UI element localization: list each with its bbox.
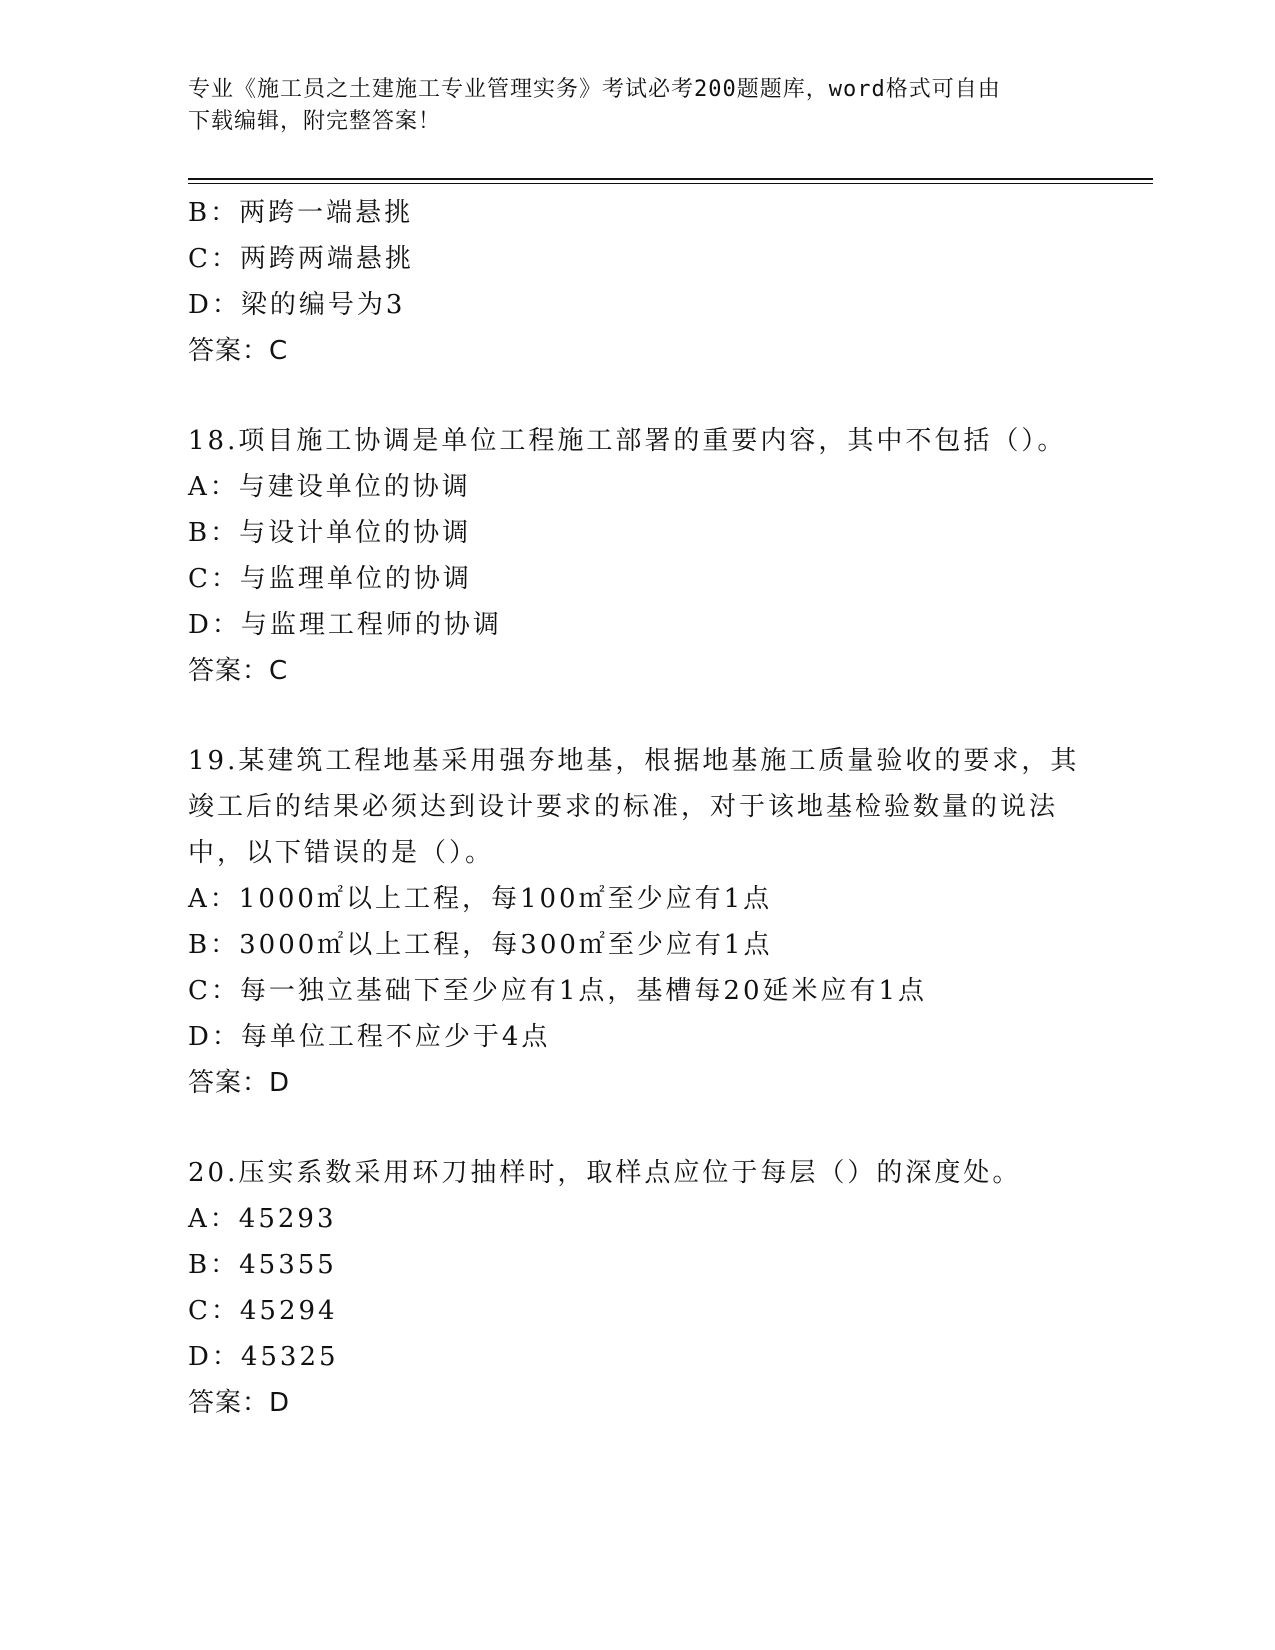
option-b: B：3000㎡以上工程，每300㎡至少应有1点 [188, 930, 773, 960]
option-d: D：45325 [188, 1342, 339, 1372]
option-b: B：45355 [188, 1250, 337, 1280]
option-d: D：每单位工程不应少于4点 [188, 1022, 551, 1052]
header-rule-thin [188, 183, 1153, 184]
question-17-continued [188, 190, 1088, 374]
option-a: A：45293 [188, 1204, 337, 1234]
option-c: C：两跨两端悬挑 [188, 244, 414, 274]
header-line-2: 下载编辑，附完整答案！ [188, 109, 442, 134]
question-19 [188, 738, 1088, 1106]
answer-line: 答案：D [188, 1388, 291, 1418]
question-text-line-1: 19.某建筑工程地基采用强夯地基，根据地基施工质量验收的要求，其 [188, 746, 1080, 776]
option-b: B：与设计单位的协调 [188, 518, 472, 548]
option-b: B：两跨一端悬挑 [188, 198, 414, 228]
option-c: C：每一独立基础下至少应有1点，基槽每20延米应有1点 [188, 976, 928, 1006]
answer-line: 答案：C [188, 336, 289, 366]
header-line-1: 专业《施工员之土建施工专业管理实务》考试必考200题题库，word格式可自由 [188, 77, 1001, 102]
option-c: C：与监理单位的协调 [188, 564, 472, 594]
option-d: D：梁的编号为3 [188, 290, 406, 320]
question-text-line-2: 竣工后的结果必须达到设计要求的标准，对于该地基检验数量的说法 [188, 792, 1059, 822]
document-header [188, 74, 1068, 138]
header-rule-thick [188, 178, 1153, 180]
answer-line: 答案：D [188, 1068, 291, 1098]
option-d: D：与监理工程师的协调 [188, 610, 502, 640]
option-a: A：1000㎡以上工程，每100㎡至少应有1点 [188, 884, 773, 914]
question-text-line-3: 中，以下错误的是（）。 [188, 838, 495, 868]
answer-line: 答案：C [188, 656, 289, 686]
question-text: 18.项目施工协调是单位工程施工部署的重要内容，其中不包括（）。 [188, 426, 1067, 456]
document-body [188, 190, 1088, 1426]
question-18 [188, 418, 1088, 694]
question-20 [188, 1150, 1088, 1426]
option-a: A：与建设单位的协调 [188, 472, 471, 502]
option-c: C：45294 [188, 1296, 338, 1326]
question-text: 20.压实系数采用环刀抽样时，取样点应位于每层（）的深度处。 [188, 1158, 1022, 1188]
